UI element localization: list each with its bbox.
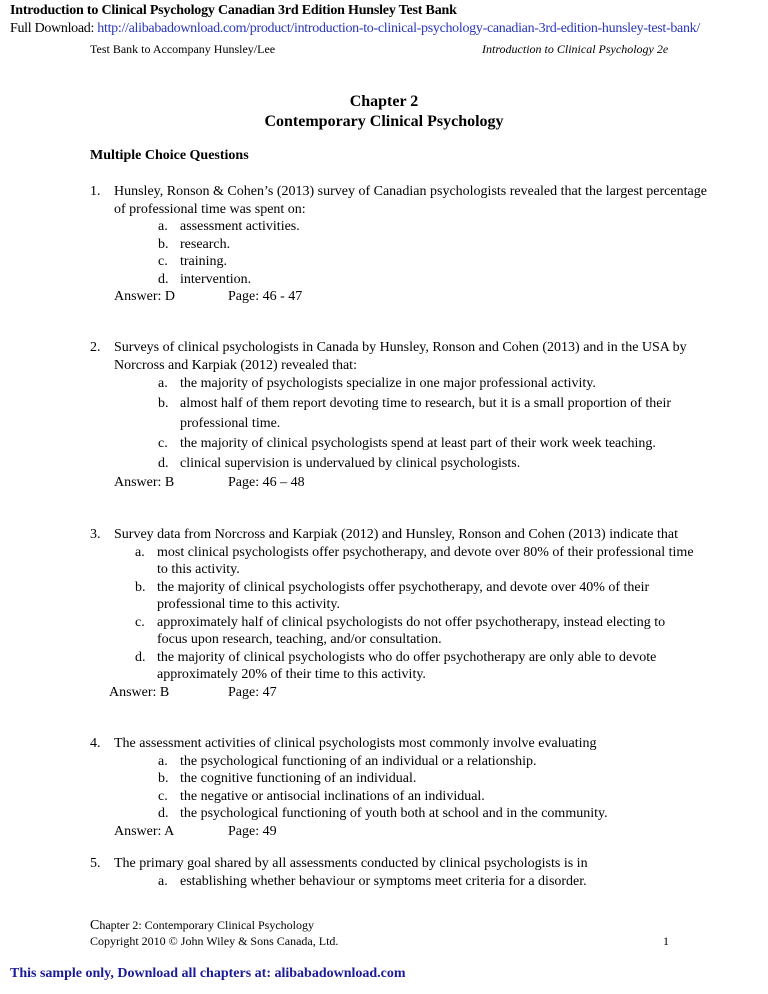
option-d: d. clinical supervision is undervalued by clinical psychologists. <box>158 456 521 471</box>
page-ref: Page: 49 <box>228 823 277 839</box>
question-1 <box>90 183 710 306</box>
question-stem: Surveys of clinical psychologists in Canada by Hunsley, Ronson and Cohen (2013) and in the USA by Norcross and Karpiak (2012) revealed that: <box>114 340 687 373</box>
question-number: 1. <box>90 184 101 199</box>
question-number: 4. <box>90 736 101 751</box>
option-a: a. assessment activities. <box>158 219 300 234</box>
question-3 <box>90 526 710 701</box>
footer-copyright: Copyright 2010 © John Wiley & Sons Canada, Ltd. <box>90 934 339 948</box>
answer: Answer: B <box>109 684 170 700</box>
option-b: b. the majority of clinical psychologists offer psychotherapy, and devote over 40% of their professional time to this activity. <box>135 579 650 612</box>
option-b: b. research. <box>158 236 231 252</box>
option-d: d. intervention. <box>158 271 252 287</box>
option-a: a. the majority of psychologists specialize in one major professional activity. <box>158 376 596 391</box>
download-link[interactable]: http://alibabadownload.com/product/introduction-to-clinical-psychology-canadian-3rd-edition-hunsley-test-bank/ <box>97 21 700 36</box>
download-label: Full Download: <box>10 21 98 36</box>
section-heading: Multiple Choice Questions <box>90 148 249 163</box>
footer-chapter: Chapter 2: Contemporary Clinical Psychology <box>90 918 314 933</box>
option-b: b. the cognitive functioning of an individual. <box>158 771 417 786</box>
running-header-left: Test Bank to Accompany Hunsley/Lee <box>90 42 276 56</box>
banner-title: Introduction to Clinical Psychology Canadian 3rd Edition Hunsley Test Bank <box>10 3 457 18</box>
question-stem: The assessment activities of clinical psychologists most commonly involve evaluating <box>114 736 597 751</box>
page-ref: Page: 46 - 47 <box>228 289 303 304</box>
question-stem: Survey data from Norcross and Karpiak (2012) and Hunsley, Ronson and Cohen (2013) indicate that <box>114 527 679 542</box>
page-number: 1 <box>663 934 669 948</box>
option-b: b. almost half of them report devoting time to research, but it is a small proportion of their professional time. <box>158 396 672 431</box>
question-number: 5. <box>90 856 101 871</box>
question-stem: The primary goal shared by all assessments conducted by clinical psychologists is in <box>114 856 588 871</box>
question-stem: Hunsley, Ronson & Cohen’s (2013) survey of Canadian psychologists revealed that the largest percentage of professional time was spent on: <box>114 184 707 217</box>
option-d: d. the psychological functioning of youth both at school and in the community. <box>158 806 608 821</box>
option-c: c. the negative or antisocial inclinations of an individual. <box>158 788 485 804</box>
option-c: c. approximately half of clinical psychologists do not offer psychotherapy, instead electing to focus upon research, teaching, and/or consultation. <box>135 614 666 647</box>
option-a: a. most clinical psychologists offer psychotherapy, and devote over 80% of their professional time to this activity. <box>135 544 694 577</box>
answer: Answer: B <box>114 475 175 490</box>
option-a: a. the psychological functioning of an individual or a relationship. <box>158 753 537 769</box>
page-ref: Page: 47 <box>228 684 277 700</box>
question-2 <box>90 339 710 492</box>
sample-notice-link[interactable]: This sample only, Download all chapters at: alibabadownload.com <box>10 966 406 981</box>
answer: Answer: D <box>114 289 176 304</box>
question-number: 3. <box>90 527 101 542</box>
download-line <box>10 21 700 37</box>
option-c: c. the majority of clinical psychologists spend at least part of their work week teaching. <box>158 436 656 451</box>
page-ref: Page: 46 – 48 <box>228 475 305 490</box>
option-d: d. the majority of clinical psychologists who do offer psychotherapy are only able to devote approximately 20% of their time to this activity. <box>135 649 657 682</box>
question-number: 2. <box>90 340 101 355</box>
chapter-title: Contemporary Clinical Psychology <box>264 113 504 130</box>
question-5 <box>90 855 710 890</box>
option-a: a. establishing whether behaviour or symptoms meet criteria for a disorder. <box>158 873 587 889</box>
chapter-number: Chapter 2 <box>349 93 419 110</box>
answer: Answer: A <box>114 823 175 839</box>
option-c: c. training. <box>158 254 228 269</box>
question-4 <box>90 735 710 840</box>
running-header-right: Introduction to Clinical Psychology 2e <box>482 42 669 56</box>
